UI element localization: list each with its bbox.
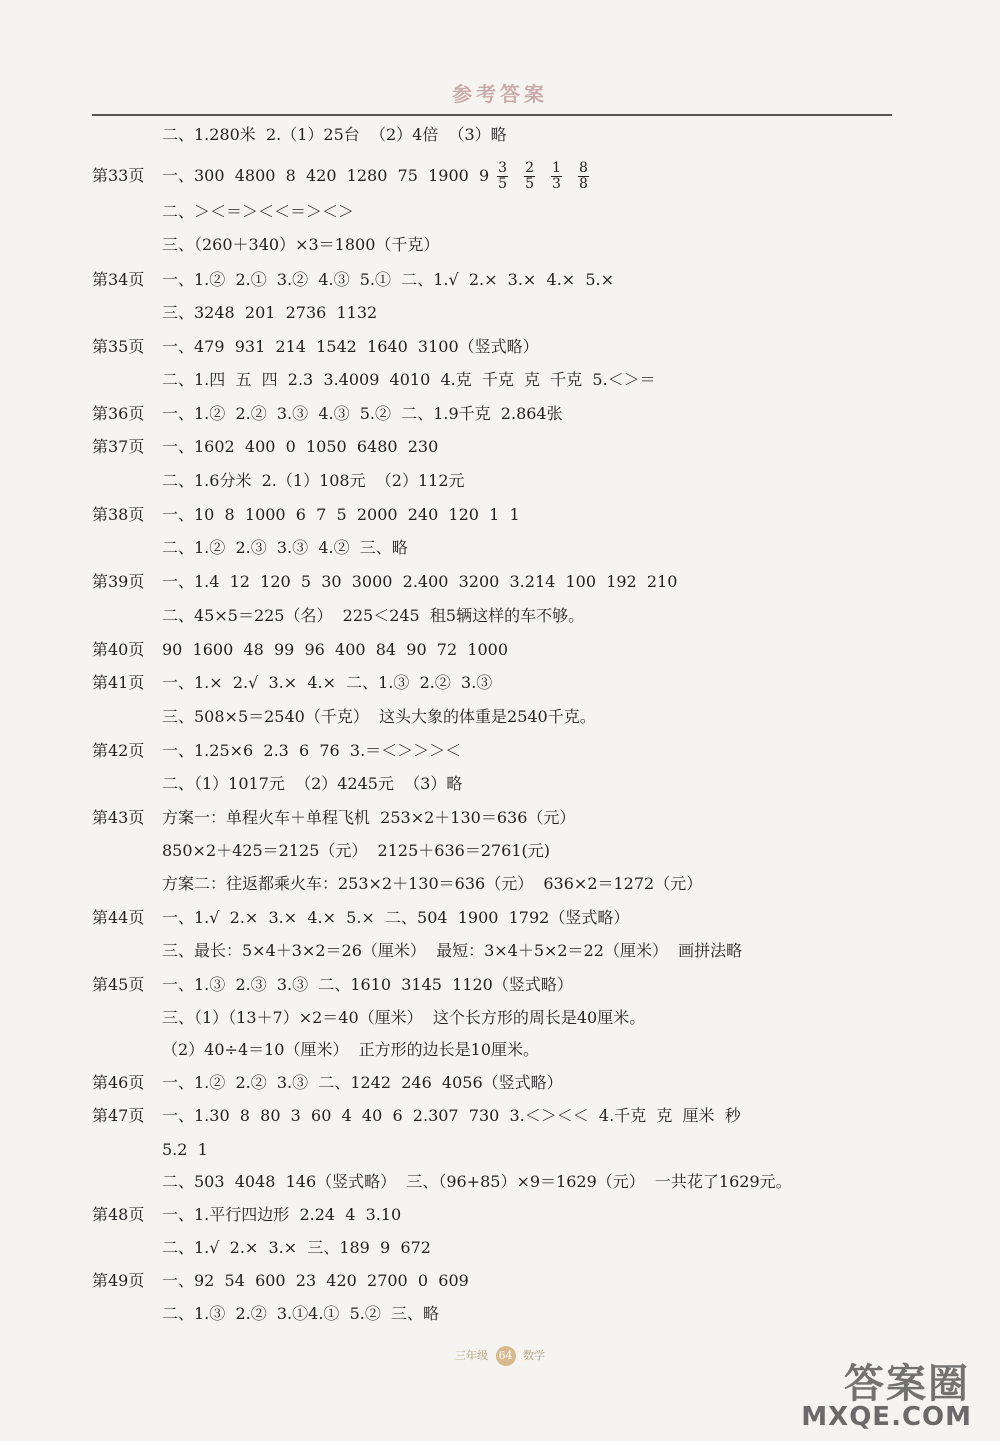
answer-content xyxy=(162,1200,401,1230)
answer-line xyxy=(0,265,1000,295)
answer-line xyxy=(0,903,1000,933)
answer-text: 一、479 931 214 1542 1640 3100（竖式略） xyxy=(162,337,539,356)
answer-line xyxy=(0,1135,1000,1165)
fraction-numerator: 2 xyxy=(525,160,535,176)
answer-line xyxy=(0,1101,1000,1131)
answer-text: 一、1.② 2.② 3.③ 二、1242 246 4056（竖式略） xyxy=(162,1073,563,1092)
answer-content xyxy=(162,936,742,966)
answer-content xyxy=(162,466,465,496)
answer-content xyxy=(162,736,461,766)
answer-content xyxy=(162,1101,741,1131)
answer-content xyxy=(162,265,614,295)
answer-text: 二、1.② 2.③ 3.③ 4.② 三、略 xyxy=(162,538,408,557)
fraction-denominator: 5 xyxy=(498,176,508,192)
page-reference-label: 第34页 xyxy=(92,270,145,289)
watermark-url: MXQE.COM xyxy=(801,1402,972,1432)
answer-line xyxy=(0,466,1000,496)
answer-content xyxy=(162,702,596,732)
answer-line xyxy=(0,836,1000,866)
answer-line xyxy=(0,936,1000,966)
answer-text: 一、1.√ 2.× 3.× 4.× 5.× 二、504 1900 1792（竖式略） xyxy=(162,908,630,927)
answer-line xyxy=(0,298,1000,328)
page-reference-label: 第41页 xyxy=(92,673,145,692)
answer-line xyxy=(0,533,1000,563)
fraction-denominator: 3 xyxy=(552,176,561,192)
answer-text: 一、10 8 1000 6 7 5 2000 240 120 1 1 xyxy=(162,505,520,524)
answer-line xyxy=(0,365,1000,395)
answer-line xyxy=(0,668,1000,698)
answer-text: 二、1.√ 2.× 3.× 三、189 9 672 xyxy=(162,1238,431,1257)
answer-text: 一、1602 400 0 1050 6480 230 xyxy=(162,437,439,456)
footer-subject: 数学 xyxy=(523,1349,545,1362)
answer-line xyxy=(0,1233,1000,1263)
answer-text: 三、（1）（13＋7）×2＝40（厘米） 这个长方形的周长是40厘米。 xyxy=(162,1008,646,1027)
answer-line xyxy=(0,567,1000,597)
answer-text: 二、（1）1017元 （2）4245元 （3）略 xyxy=(162,774,463,793)
answer-line xyxy=(0,1035,1000,1065)
answer-text: 一、1.③ 2.③ 3.③ 二、1610 3145 1120（竖式略） xyxy=(162,975,573,994)
page-reference-label: 第47页 xyxy=(92,1106,145,1125)
answer-line xyxy=(0,769,1000,799)
answer-content xyxy=(162,567,677,597)
page-reference-label: 第33页 xyxy=(92,166,145,185)
answer-line xyxy=(0,230,1000,260)
answer-content xyxy=(162,120,507,150)
answer-text: 二、1.③ 2.② 3.①4.① 5.② 三、略 xyxy=(162,1304,440,1323)
answer-text: 二、503 4048 146（竖式略） 三、（96+85）×9＝1629（元） 一共花了1629元。 xyxy=(162,1172,792,1191)
answer-content xyxy=(162,1167,792,1197)
answer-line xyxy=(0,1200,1000,1230)
fraction xyxy=(497,161,508,192)
fraction-numerator: 8 xyxy=(578,160,588,176)
answer-line xyxy=(0,500,1000,530)
answer-line xyxy=(0,1003,1000,1033)
answer-text: 三、3248 201 2736 1132 xyxy=(162,303,378,322)
answer-line xyxy=(0,1167,1000,1197)
answer-line xyxy=(0,803,1000,833)
fraction xyxy=(524,161,535,192)
answer-line xyxy=(0,1266,1000,1296)
page-reference-label: 第49页 xyxy=(92,1271,145,1290)
answer-line xyxy=(0,869,1000,899)
watermark-logo: 答案圈 xyxy=(844,1361,970,1407)
answer-content xyxy=(162,298,377,328)
answer-line xyxy=(0,702,1000,732)
page-reference-label: 第48页 xyxy=(92,1205,145,1224)
fraction xyxy=(551,161,562,192)
fraction-denominator: 5 xyxy=(525,176,535,192)
answer-content xyxy=(162,601,584,631)
answer-text: （2）40÷4＝10（厘米） 正方形的边长是10厘米。 xyxy=(162,1040,540,1059)
answer-text: 一、1.② 2.① 3.② 4.③ 5.① 二、1.√ 2.× 3.× 4.× 5.× xyxy=(162,270,615,289)
answer-line xyxy=(0,197,1000,227)
answer-text: 一、1.× 2.√ 3.× 4.× 二、1.③ 2.② 3.③ xyxy=(162,673,493,692)
page-reference-label: 第39页 xyxy=(92,572,145,591)
answer-content xyxy=(162,1003,645,1033)
answer-content xyxy=(162,230,439,260)
footer-grade: 三年级 xyxy=(455,1349,488,1362)
answer-text: 二、1.四 五 四 2.3 3.4009 4010 4.克 千克 克 千克 5.＜＞＝ xyxy=(162,370,656,389)
answer-content xyxy=(162,1135,208,1165)
answer-content xyxy=(162,668,492,698)
answer-line xyxy=(0,736,1000,766)
answer-content xyxy=(162,836,550,866)
answer-text: 三、（260＋340）×3＝1800（千克） xyxy=(162,235,440,254)
answer-line xyxy=(0,1068,1000,1098)
answer-content xyxy=(162,1068,563,1098)
answer-content xyxy=(162,161,597,192)
answer-text: 二、1.280米 2.（1）25台 （2）4倍 （3）略 xyxy=(162,125,507,144)
answer-line xyxy=(0,399,1000,429)
answer-text: 90 1600 48 99 96 400 84 90 72 1000 xyxy=(162,640,509,659)
answer-text: 一、92 54 600 23 420 2700 0 609 xyxy=(162,1271,469,1290)
answer-text: 方案一：单程火车＋单程飞机 253×2＋130＝636（元） xyxy=(162,808,576,827)
answer-text: 二、45×5＝225（名） 225＜245 租5辆这样的车不够。 xyxy=(162,606,585,625)
fraction xyxy=(578,161,589,192)
answer-line xyxy=(0,601,1000,631)
answer-line xyxy=(0,1299,1000,1329)
page-reference-label: 第36页 xyxy=(92,404,145,423)
answer-content xyxy=(162,1035,539,1065)
answer-text: 一、1.平行四边形 2.24 4 3.10 xyxy=(162,1205,402,1224)
page-reference-label: 第46页 xyxy=(92,1073,145,1092)
answer-line xyxy=(0,432,1000,462)
answer-content xyxy=(162,500,520,530)
answer-content xyxy=(162,432,438,462)
header-divider xyxy=(92,114,892,116)
answer-content xyxy=(162,399,563,429)
page-reference-label: 第38页 xyxy=(92,505,145,524)
answer-text: 一、1.30 8 80 3 60 4 40 6 2.307 730 3.＜＞＜＜ 4.千克 克 厘米 秒 xyxy=(162,1106,741,1125)
answer-content xyxy=(162,635,508,665)
page-reference-label: 第42页 xyxy=(92,741,145,760)
page-reference-label: 第45页 xyxy=(92,975,145,994)
answer-line xyxy=(0,332,1000,362)
page-reference-label: 第37页 xyxy=(92,437,145,456)
fraction-numerator: 1 xyxy=(552,160,561,176)
answer-content xyxy=(162,332,539,362)
answer-content xyxy=(162,869,702,899)
answer-text: 5.2 1 xyxy=(162,1140,208,1159)
answer-text: 三、508×5＝2540（千克） 这头大象的体重是2540千克。 xyxy=(162,707,596,726)
answer-content xyxy=(162,197,354,227)
answer-text: 一、1.② 2.② 3.③ 4.③ 5.② 二、1.9千克 2.864张 xyxy=(162,404,563,423)
answer-line xyxy=(0,120,1000,150)
answer-text: 一、1.4 12 120 5 30 3000 2.400 3200 3.214 100 192 210 xyxy=(162,572,678,591)
answer-content xyxy=(162,803,575,833)
answer-content xyxy=(162,970,573,1000)
answer-line xyxy=(0,970,1000,1000)
answer-content xyxy=(162,1299,439,1329)
answer-text: 850×2＋425＝2125（元） 2125＋636＝2761(元) xyxy=(162,841,551,860)
answer-text: 方案二：往返都乘火车：253×2＋130＝636（元） 636×2＝1272（元） xyxy=(162,874,703,893)
answer-content xyxy=(162,903,629,933)
answer-text: 二、1.6分米 2.（1）108元 （2）112元 xyxy=(162,471,465,490)
page-number: 64 xyxy=(496,1346,516,1366)
answer-text: 三、最长：5×4＋3×2＝26（厘米） 最短：3×4＋5×2＝22（厘米） 画拼法略 xyxy=(162,941,743,960)
answer-content xyxy=(162,769,462,799)
page-reference-label: 第40页 xyxy=(92,640,145,659)
page-title: 参考答案 xyxy=(452,82,548,106)
answer-content xyxy=(162,1233,431,1263)
answer-content xyxy=(162,533,408,563)
page-reference-label: 第35页 xyxy=(92,337,145,356)
fraction-numerator: 3 xyxy=(498,160,508,176)
answer-line xyxy=(0,635,1000,665)
page-reference-label: 第43页 xyxy=(92,808,145,827)
answer-line xyxy=(0,161,1000,191)
answer-content xyxy=(162,1266,469,1296)
page-reference-label: 第44页 xyxy=(92,908,145,927)
answer-text: 二、＞＜＝＞＜＜＝＞＜＞ xyxy=(162,202,355,221)
answer-text: 一、300 4800 8 420 1280 75 1900 9 xyxy=(162,166,490,185)
fraction-denominator: 8 xyxy=(578,176,588,192)
answer-text: 一、1.25×6 2.3 6 76 3.＝＜＞＞＞＜ xyxy=(162,741,462,760)
answer-content xyxy=(162,365,656,395)
